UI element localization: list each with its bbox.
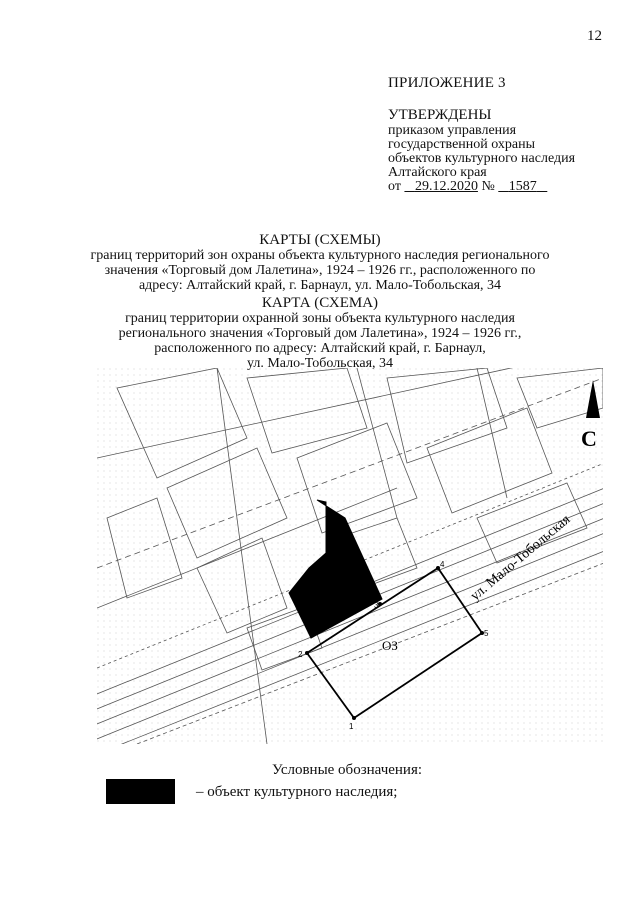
approval-line-4: Алтайского края xyxy=(388,165,487,180)
order-number-value: 1587 xyxy=(508,179,537,194)
approval-title: УТВЕРЖДЕНЫ xyxy=(388,107,492,123)
section1-line-2: значения «Торговый дом Лалетина», 1924 – 1926 гг., расположенного по xyxy=(104,263,536,278)
zone-label: ОЗ xyxy=(382,638,398,653)
approval-date-line xyxy=(388,180,575,194)
order-date xyxy=(404,179,478,194)
approval-line-1: приказом управления xyxy=(388,123,517,138)
legend-heritage-swatch xyxy=(106,779,175,804)
legend-title: Условные обозначения: xyxy=(272,762,423,778)
cadastral-map xyxy=(97,368,603,744)
point-3: 3 xyxy=(374,601,379,610)
section1-title: КАРТЫ (СХЕМЫ) xyxy=(259,232,381,248)
north-label: С xyxy=(581,426,597,451)
point-2: 2 xyxy=(298,650,303,659)
section2-line-2: регионального значения «Торговый дом Лалетина», 1924 – 1926 гг., xyxy=(118,326,522,341)
number-prefix: № xyxy=(481,179,495,194)
order-date-value: 29.12.2020 xyxy=(414,179,478,194)
section2-line-4: ул. Мало-Тобольская, 34 xyxy=(246,356,394,371)
date-prefix: от xyxy=(388,179,401,194)
approval-line-3: объектов культурного наследия xyxy=(388,151,576,166)
order-number xyxy=(498,179,547,194)
section2-line-1: границ территории охранной зоны объекта культурного наследия xyxy=(125,311,515,326)
appendix-label: ПРИЛОЖЕНИЕ 3 xyxy=(388,75,506,91)
legend-heritage-label: – объект культурного наследия; xyxy=(196,784,398,800)
point-4: 4 xyxy=(440,560,445,569)
section2-title: КАРТА (СХЕМА) xyxy=(261,295,379,311)
street-label: ул. Мало-Тобольская xyxy=(467,512,574,605)
section2-line-3: расположенного по адресу: Алтайский край, г. Барнаул, xyxy=(154,341,486,356)
point-5: 5 xyxy=(484,629,489,638)
approval-line-2: государственной охраны xyxy=(388,137,536,152)
approval-block xyxy=(388,108,575,194)
section2 xyxy=(80,296,560,371)
point-1: 1 xyxy=(349,722,354,731)
section1-line-1: границ территорий зон охраны объекта культурного наследия регионального xyxy=(90,248,550,263)
section1-line-3: адресу: Алтайский край, г. Барнаул, ул. Мало-Тобольская, 34 xyxy=(138,278,502,293)
page-number: 12 xyxy=(587,28,602,44)
section1 xyxy=(80,233,560,293)
